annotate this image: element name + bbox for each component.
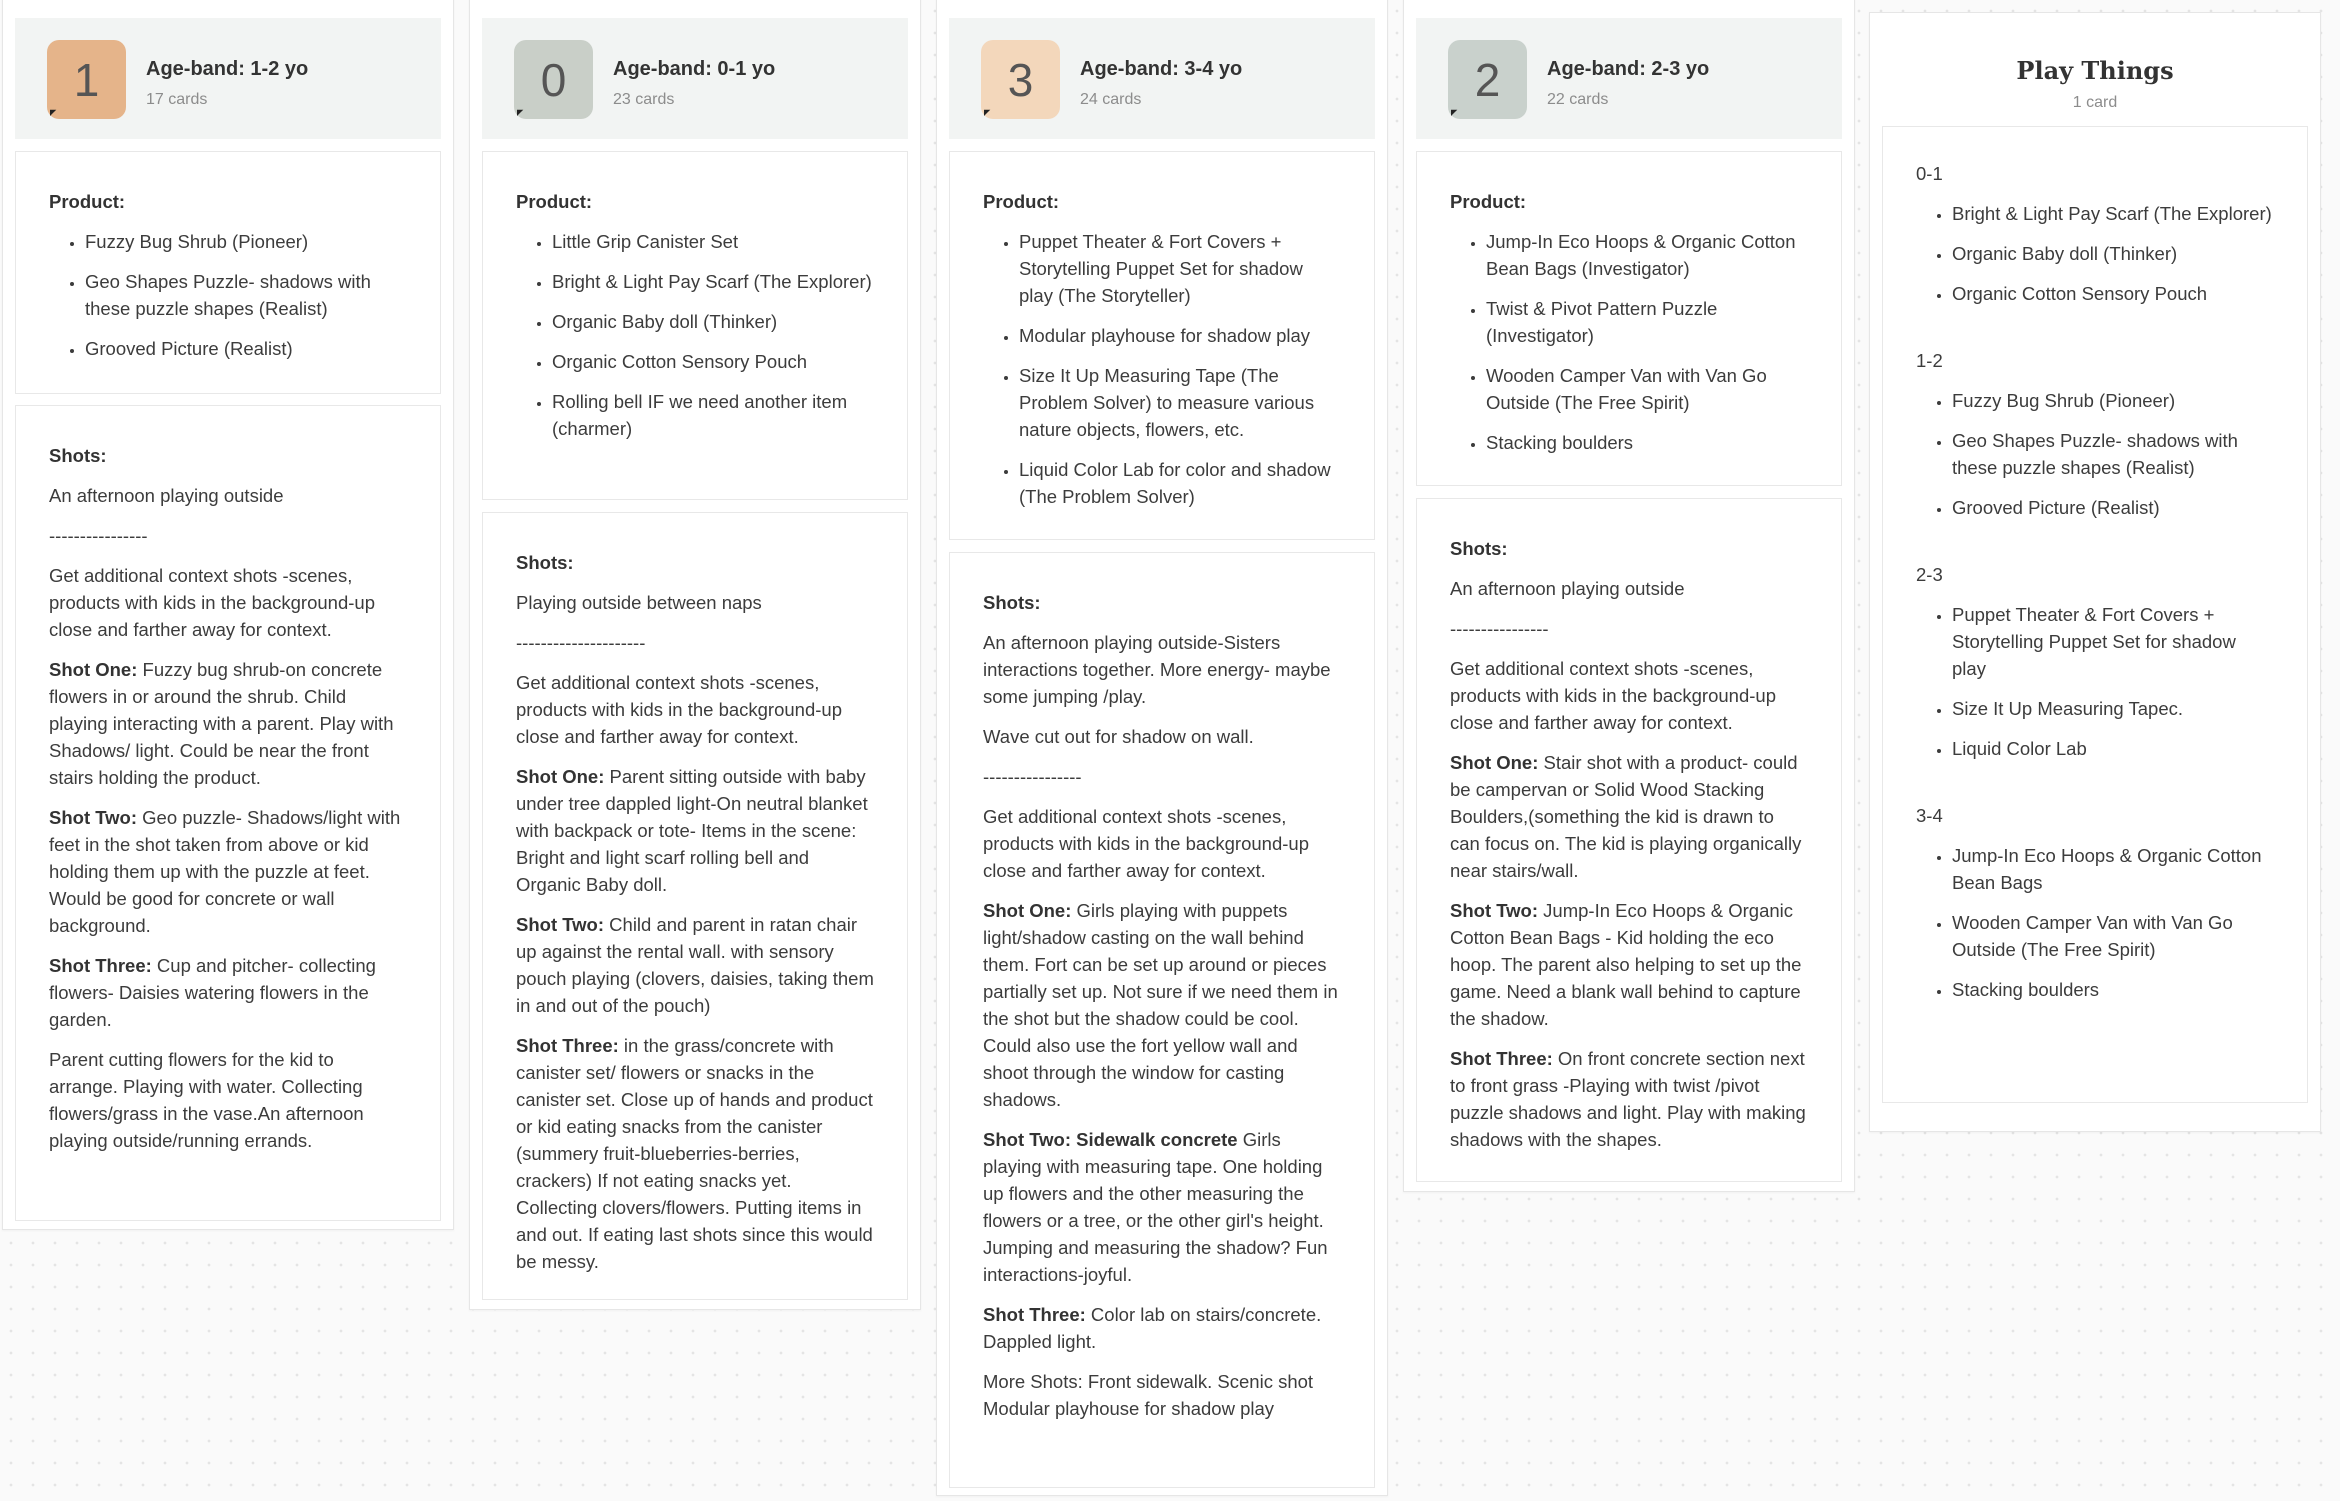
link-corner-icon — [1451, 107, 1460, 116]
product-card[interactable] — [482, 151, 908, 500]
list-item: • Stacking boulders — [1952, 976, 2274, 1003]
shot-text: Parent sitting outside with baby under tree dappled light-On neutral blanket with backpack or tote- Items in the scene: Bright and light scarf rolling bell and Organic Baby doll. — [516, 766, 868, 895]
age-group-3-4 — [1916, 802, 2274, 1003]
shot-text: Stair shot with a product- could be campervan or Solid Wood Stacking Boulders,(something the kid is drawn to can focus on. The kid is playing organically near stairs/wall. — [1450, 752, 1802, 881]
shot-text: Jump-In Eco Hoops & Organic Cotton Bean Bags - Kid holding the eco hoop. The parent also helping to set up the game. Need a blank wall behind to capture the shadow. — [1450, 900, 1802, 1029]
list-item: • Organic Cotton Sensory Pouch — [1952, 280, 2274, 307]
shot-one — [1450, 749, 1808, 884]
list-item: • Stacking boulders — [1486, 429, 1808, 456]
product-card[interactable] — [949, 151, 1375, 540]
list-item: • Little Grip Canister Set — [552, 228, 874, 255]
group-label: 0-1 — [1916, 163, 1943, 184]
divider-text: ---------------- — [1450, 618, 1549, 639]
card-count: 1 card — [2072, 94, 2118, 111]
shots-intro: An afternoon playing outside — [49, 485, 284, 506]
shots-label: Shots: — [983, 592, 1041, 613]
column-title: Age-band: 0-1 yo — [613, 58, 776, 80]
list-item: • Jump-In Eco Hoops & Organic Cotton Bean Bags — [1952, 842, 2274, 896]
group-list — [1916, 601, 2274, 762]
list-item: • Wooden Camper Van with Van Go Outside (The Free Spirit) — [1486, 362, 1808, 416]
age-group-0-1 — [1916, 160, 2274, 307]
shot-three — [1450, 1045, 1808, 1153]
list-item: • Size It Up Measuring Tape (The Problem Solver) to measure various nature objects, flowers, etc. — [1019, 362, 1341, 443]
link-corner-icon — [517, 107, 526, 116]
shot-text: Girls playing with puppets light/shadow casting on the wall behind them. Fort can be set up around or pieces partially set up. Not sure if we need them in the shot but the shadow could be cool. Could also use the fort yellow wall and shoot through the window for casting shadows. — [983, 900, 1338, 1110]
shots-card[interactable] — [1416, 498, 1842, 1182]
column-header[interactable] — [15, 18, 441, 139]
shot-two — [983, 1126, 1341, 1288]
context-text: Get additional context shots -scenes, products with kids in the background-up close and farther away for context. — [516, 672, 842, 747]
column-age-band-1-2 — [2, 0, 454, 1230]
age-group-2-3 — [1916, 561, 2274, 762]
shot-text: Color lab on stairs/concrete. Dappled light. — [983, 1304, 1322, 1352]
shots-card[interactable] — [482, 512, 908, 1300]
shot-label: Shot Three: — [516, 1035, 619, 1056]
column-title[interactable]: Play Things — [2016, 56, 2174, 85]
list-item: • Twist & Pivot Pattern Puzzle (Investigator) — [1486, 295, 1808, 349]
group-label: 1-2 — [1916, 350, 1943, 371]
divider-text: ---------------- — [49, 525, 148, 546]
product-card[interactable] — [1416, 151, 1842, 486]
product-list — [983, 228, 1341, 510]
shot-label: Shot Three: — [1450, 1048, 1553, 1069]
list-item: • Fuzzy Bug Shrub (Pioneer) — [1952, 387, 2274, 414]
shot-label: Shot One: — [49, 659, 138, 680]
shots-intro: An afternoon playing outside — [1450, 578, 1685, 599]
list-item: • Geo Shapes Puzzle- shadows with these puzzle shapes (Realist) — [1952, 427, 2274, 481]
list-item: • Geo Shapes Puzzle- shadows with these puzzle shapes (Realist) — [85, 268, 407, 322]
shots-label: Shots: — [516, 552, 574, 573]
shot-text: On front concrete section next to front grass -Playing with twist /pivot puzzle shadows and light. Play with making shadows with the shapes. — [1450, 1048, 1806, 1150]
shot-text: in the grass/concrete with canister set/ flowers or snacks in the canister set. Close up of hands and product or kid eating snacks from the canister (summery fruit-blueberries-berries, crackers) If not eating snacks yet. Collecting clovers/flowers. Putting items in and out. If eating last shots since this would be messy. — [516, 1035, 873, 1272]
list-item: • Grooved Picture (Realist) — [1952, 494, 2274, 521]
shot-label: Shot Two: Sidewalk concrete — [983, 1129, 1238, 1150]
shot-label: Shot One: — [1450, 752, 1539, 773]
list-item: • Bright & Light Pay Scarf (The Explorer) — [552, 268, 874, 295]
list-item: • Grooved Picture (Realist) — [85, 335, 407, 362]
age-group-1-2 — [1916, 347, 2274, 521]
shot-label: Shot Three: — [983, 1304, 1086, 1325]
context-text: Get additional context shots -scenes, products with kids in the background-up close and farther away for context. — [49, 565, 375, 640]
list-item: • Liquid Color Lab — [1952, 735, 2274, 762]
product-list — [1450, 228, 1808, 456]
closing-text: More Shots: Front sidewalk. Scenic shot Modular playhouse for shadow play — [983, 1371, 1314, 1419]
shot-label: Shot Three: — [49, 955, 152, 976]
column-title: Age-band: 1-2 yo — [146, 58, 309, 80]
list-item: • Fuzzy Bug Shrub (Pioneer) — [85, 228, 407, 255]
shot-label: Shot One: — [516, 766, 605, 787]
card-count: 22 cards — [1547, 91, 1609, 108]
list-item: • Puppet Theater & Fort Covers + Storytelling Puppet Set for shadow play (The Storyteller) — [1019, 228, 1341, 309]
shot-two — [1450, 897, 1808, 1032]
product-label: Product: — [983, 191, 1060, 212]
group-list — [1916, 200, 2274, 307]
shots-intro: An afternoon playing outside-Sisters interactions together. More energy- maybe some jumping /play. — [983, 632, 1331, 707]
shot-one — [49, 656, 407, 791]
shots-intro-2: Wave cut out for shadow on wall. — [983, 726, 1254, 747]
list-item: • Organic Baby doll (Thinker) — [1952, 240, 2274, 267]
shot-one — [516, 763, 874, 898]
product-list — [516, 228, 874, 442]
shot-label: Shot Two: — [516, 914, 605, 935]
column-play-things — [1869, 12, 2321, 1132]
link-corner-icon — [50, 107, 59, 116]
context-text: Get additional context shots -scenes, products with kids in the background-up close and farther away for context. — [1450, 658, 1776, 733]
play-things-card[interactable] — [1882, 126, 2308, 1103]
age-badge: 0 — [514, 40, 593, 119]
shot-label: Shot Two: — [1450, 900, 1539, 921]
column-header[interactable] — [949, 18, 1375, 139]
product-label: Product: — [1450, 191, 1527, 212]
list-item: • Size It Up Measuring Tapec. — [1952, 695, 2274, 722]
list-item: • Puppet Theater & Fort Covers + Storytelling Puppet Set for shadow play — [1952, 601, 2274, 682]
product-card[interactable] — [15, 151, 441, 394]
shots-label: Shots: — [49, 445, 107, 466]
shot-text: Cup and pitcher- collecting flowers- Daisies watering flowers in the garden. — [49, 955, 376, 1030]
column-age-band-3-4 — [936, 0, 1388, 1496]
list-item: • Liquid Color Lab for color and shadow (The Problem Solver) — [1019, 456, 1341, 510]
column-header[interactable] — [1416, 18, 1842, 139]
shot-label: Shot Two: — [49, 807, 138, 828]
divider-text: ---------------- — [983, 766, 1082, 787]
list-item: • Modular playhouse for shadow play — [1019, 322, 1341, 349]
list-item: • Organic Cotton Sensory Pouch — [552, 348, 874, 375]
card-count: 24 cards — [1080, 91, 1142, 108]
shot-three — [49, 952, 407, 1033]
group-list — [1916, 842, 2274, 1003]
age-badge: 1 — [47, 40, 126, 119]
column-title: Age-band: 2-3 yo — [1547, 58, 1710, 80]
context-text: Get additional context shots -scenes, products with kids in the background-up close and farther away for context. — [983, 806, 1309, 881]
shot-two — [49, 804, 407, 939]
list-item: • Jump-In Eco Hoops & Organic Cotton Bean Bags (Investigator) — [1486, 228, 1808, 282]
column-header[interactable] — [482, 18, 908, 139]
closing-text: Parent cutting flowers for the kid to arrange. Playing with water. Collecting flowers/grass in the vase.An afternoon playing outside/running errands. — [49, 1049, 364, 1151]
shot-text: Fuzzy bug shrub-on concrete flowers in or around the shrub. Child playing interacting with a parent. Play with Shadows/ light. Could be near the front stairs holding the product. — [49, 659, 394, 788]
age-badge: 2 — [1448, 40, 1527, 119]
card-count: 23 cards — [613, 91, 675, 108]
column-title: Age-band: 3-4 yo — [1080, 58, 1243, 80]
divider-text: --------------------- — [516, 632, 646, 653]
product-list — [49, 228, 407, 362]
list-item: • Organic Baby doll (Thinker) — [552, 308, 874, 335]
group-list — [1916, 387, 2274, 521]
shots-card[interactable] — [949, 552, 1375, 1488]
shot-text: Geo puzzle- Shadows/light with feet in the shot taken from above or kid holding them up with the puzzle at feet. Would be good for concrete or wall background. — [49, 807, 401, 936]
shot-one — [983, 897, 1341, 1113]
column-age-band-0-1 — [469, 0, 921, 1310]
list-item: • Rolling bell IF we need another item (charmer) — [552, 388, 874, 442]
group-label: 3-4 — [1916, 805, 1943, 826]
shots-card[interactable] — [15, 405, 441, 1221]
column-age-band-2-3 — [1403, 0, 1855, 1192]
list-item: • Wooden Camper Van with Van Go Outside (The Free Spirit) — [1952, 909, 2274, 963]
product-label: Product: — [49, 191, 126, 212]
shot-text: Girls playing with measuring tape. One holding up flowers and the other measuring the flowers or a tree, or the other girl's height. Jumping and measuring the shadow? Fun interactions-joyful. — [983, 1129, 1328, 1285]
list-item: • Bright & Light Pay Scarf (The Explorer) — [1952, 200, 2274, 227]
shot-label: Shot One: — [983, 900, 1072, 921]
link-corner-icon — [984, 107, 993, 116]
product-label: Product: — [516, 191, 593, 212]
card-count: 17 cards — [146, 91, 208, 108]
shots-label: Shots: — [1450, 538, 1508, 559]
shot-three — [516, 1032, 874, 1275]
shot-three — [983, 1301, 1341, 1355]
shots-intro: Playing outside between naps — [516, 592, 762, 613]
shot-two — [516, 911, 874, 1019]
shot-text: Child and parent in ratan chair up against the rental wall. with sensory pouch playing (clovers, daisies, taking them in and out of the pouch) — [516, 914, 874, 1016]
group-label: 2-3 — [1916, 564, 1943, 585]
age-badge: 3 — [981, 40, 1060, 119]
